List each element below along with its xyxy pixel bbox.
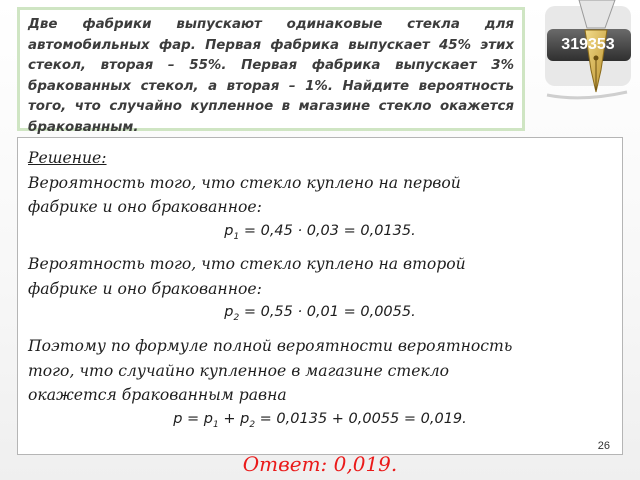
problem-number: 319353 — [561, 36, 615, 53]
formula-subscript: 1 — [233, 231, 240, 242]
slide-number: 26 — [597, 440, 610, 452]
formula-subscript: 1 — [213, 419, 219, 430]
formula-total — [28, 408, 612, 436]
formula-expression: = 0,0135 + 0,0055 = 0,019. — [255, 410, 467, 427]
formula-subscript: 2 — [233, 313, 240, 324]
solution-text: окажется бракованным равна — [28, 386, 287, 405]
formula-var: p — [224, 222, 234, 239]
solution-text: Вероятность того, что стекло куплено на первой — [28, 173, 461, 192]
formula-p1 — [28, 220, 612, 248]
solution-box — [17, 137, 623, 455]
solution-text: фабрике и оно бракованное: — [28, 198, 262, 216]
formula-expression: = 0,45 · 0,03 = 0,0135. — [239, 222, 416, 239]
solution-text: Поэтому по формуле полной вероятности вероятность — [28, 337, 513, 356]
solution-title: Решение: — [28, 149, 107, 167]
formula-var: p — [224, 304, 234, 321]
solution-text: Вероятность того, что стекло куплено на второй — [28, 255, 466, 274]
formula-subscript: 2 — [249, 419, 256, 430]
formula-expression: + p — [218, 410, 250, 427]
formula-p2 — [28, 301, 612, 329]
answer: Ответ: 0,019. — [242, 452, 398, 476]
problem-text: Две фабрики выпускают одинаковые стекла для автомобильных фар. Первая фабрика выпускает 45% этих стекол, вторая – 55%. Первая фабрика выпускает 3% бракованных стекол, а вторая – 1%. Найдите вероятность того, что случайно купленное в магазине стекло окажется бракованным. — [28, 17, 514, 135]
solution-text: фабрике и оно бракованное: — [28, 279, 262, 298]
problem-box — [17, 7, 525, 135]
formula-expression: p = p — [173, 410, 214, 427]
solution-text: того, что случайно купленное в магазине стекло — [28, 361, 450, 380]
formula-expression: = 0,55 · 0,01 = 0,0055. — [239, 304, 416, 321]
